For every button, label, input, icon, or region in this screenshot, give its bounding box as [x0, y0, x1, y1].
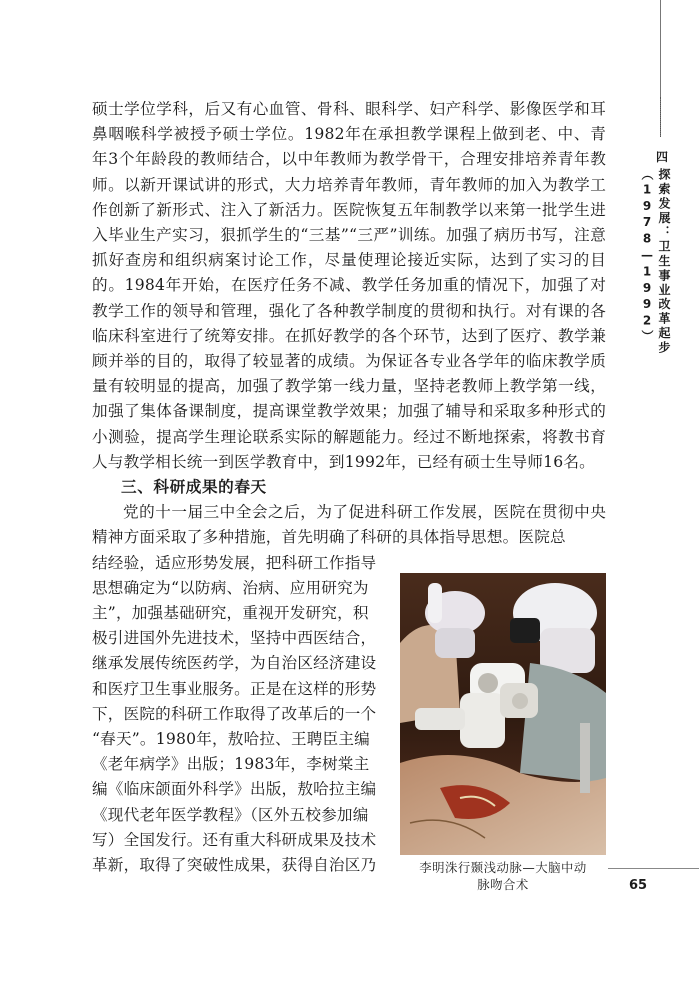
page-number-rule	[608, 868, 699, 869]
text-line: 极引进国外先进技术，坚持中西医结合，	[92, 629, 377, 648]
paragraph-research-intro: 党的十一届三中全会之后，为了促进科研工作发展，医院在贯彻中央精神方面采取了多种措施，首先明确了科研的具体指导思想。医院总	[92, 503, 606, 547]
chapter-number: 四	[655, 150, 668, 164]
figure	[400, 573, 606, 893]
chapter-title: 探索发展：卫生事业改革起步（1978—1992）	[640, 168, 671, 356]
text-line: 《现代老年医学教程》（区外五校参加编	[92, 805, 369, 824]
text-line: 革新，取得了突破性成果，获得自治区乃	[92, 856, 377, 875]
text-line: 继承发展传统医药学，为自治区经济建设	[92, 654, 377, 673]
sidebar-dotted-rule	[660, 97, 661, 137]
text-line: 主”，加强基础研究，重视开发研究，积	[92, 604, 369, 623]
section-heading: 三、科研成果的春天	[121, 478, 267, 497]
text-line: “春天”。1980年，敖哈拉、王聘臣主编	[92, 730, 370, 749]
photo-caption	[400, 859, 606, 893]
chapter-sidebar	[641, 0, 673, 420]
caption-line: 李明洙行颞浅动脉—大脑中动	[419, 860, 587, 875]
text-line: 写）全国发行。还有重大科研成果及技术	[92, 830, 377, 849]
surgery-photo	[400, 573, 606, 855]
text-line: 和医疗卫生事业服务。正是在这样的形势	[92, 679, 377, 698]
text-line: 《老年病学》出版；1983年，李树棠主	[92, 755, 370, 774]
text-line: 下，医院的科研工作取得了改革后的一个	[92, 704, 377, 723]
text-line: 结经验，适应形势发展，把科研工作指导	[92, 553, 377, 572]
text-line: 思想确定为“以防病、治病、应用研究为	[92, 578, 369, 597]
paragraph-teaching: 硕士学位学科，后又有心血管、骨科、眼科学、妇产科学、影像医学和耳鼻咽喉科学被授予硕士学位。1982年在承担教学课程上做到老、中、青年3个年龄段的教师结合，以中年教师为教学骨干，合理安排培养青年教师。以新开课试讲的形式，大力培养青年教师，青年教师的加入为教学工作创新了新形式、注入了新活力。医院恢复五年制教学以来第一批学生进入毕业生产实习，狠抓学生的“三基”“三严”训练。加强了病历书写，注意抓好查房和组织病案讨论工作，尽量使理论接近实际，达到了实习的目的。1984年开始，在医疗任务不减、教学任务加重的情况下，加强了对教学工作的领导和管理，强化了各种教学制度的贯彻和执行。对有课的各临床科室进行了统筹安排。在抓好教学的各个环节，达到了医疗、教学兼顾并举的目的，取得了较显著的成绩。为保证各专业各学年的临床教学质量有较明显的提高，加强了教学第一线力量，坚持老教师上教学第一线，加强了集体备课制度，提高课堂教学效果；加强了辅导和采取多种形式的小测验，提高学生理论联系实际的解题能力。经过不断地探索，将教书育人与教学相长统一到医学教育中，到1992年，已经有硕士生导师16名。	[92, 100, 606, 471]
text-line: 编《临床颌面外科学》出版，敖哈拉主编	[92, 780, 377, 799]
caption-line: 脉吻合术	[477, 877, 529, 892]
page-number: 65	[629, 878, 648, 893]
